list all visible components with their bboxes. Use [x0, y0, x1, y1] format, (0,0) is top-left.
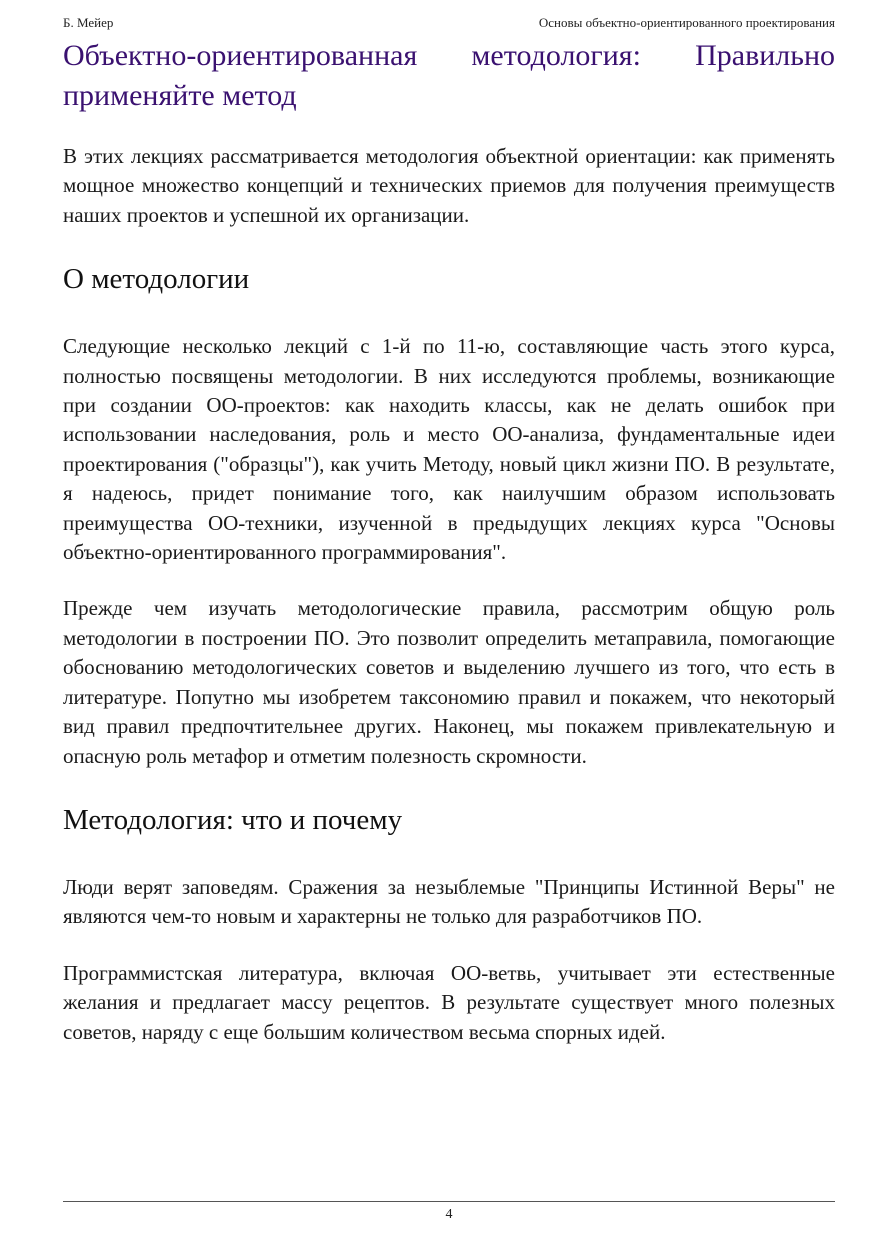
body-paragraph: Следующие несколько лекций с 1-й по 11-ю, составляющие часть этого курса, полностью посвящены методологии. В них исследуются проблемы, возникающие при создании ОО-проектов: как находить классы, как не делать ошибок при использовании наследования, роль и место ОО-анализа, фундаментальные идеи проектирования ("образцы"), как учить Методу, новый цикл жизни ПО. В результате, я надеюсь, придет понимание того, как наилучшим образом использовать преимущества ОО-техники, изученной в предыдущих лекциях курса "Основы объектно-ориентированного программирования".	[63, 334, 835, 565]
section-heading-about-methodology: О методологии	[63, 263, 250, 296]
body-paragraph: Программистская литература, включая ОО-ветвь, учитывает эти естественные желания и предлагает массу рецептов. В результате существует много полезных советов, наряду с еще большим количеством весьма спорных идей.	[63, 960, 835, 1044]
body-paragraph: Люди верят заповедям. Сражения за незыблемые "Принципы Истинной Веры" не являются чем-то новым и характерны не только для разработчиков ПО.	[63, 874, 835, 929]
section-heading-methodology-what-and-why: Методология: что и почему	[63, 803, 403, 836]
footer-divider	[63, 1201, 835, 1202]
document-page	[63, 14, 835, 1047]
lecture-title-line-1: Объектно-ориентированная методология: Правильно	[63, 39, 835, 72]
header-author: Б. Мейер	[63, 15, 114, 30]
lecture-title-line-2: применяйте метод	[63, 79, 297, 112]
intro-paragraph: В этих лекциях рассматривается методология объектной ориентации: как применять мощное множество концепций и технических приемов для получения преимуществ наших проектов и успешной их организации.	[63, 144, 835, 227]
page-number: 4	[445, 1207, 453, 1222]
header-course-title: Основы объектно-ориентированного проектирования	[538, 15, 835, 30]
body-paragraph: Прежде чем изучать методологические правила, рассмотрим общую роль методологии в построении ПО. Это позволит определить метаправила, помогающие обоснованию методологических советов и выделению лучшего из того, что есть в литературе. Попутно мы изобретем таксономию правил и покажем, что некоторый вид правил предпочтительнее других. Наконец, мы покажем привлекательную и опасную роль метафор и отметим полезность скромности.	[63, 596, 835, 768]
running-header	[63, 14, 835, 32]
